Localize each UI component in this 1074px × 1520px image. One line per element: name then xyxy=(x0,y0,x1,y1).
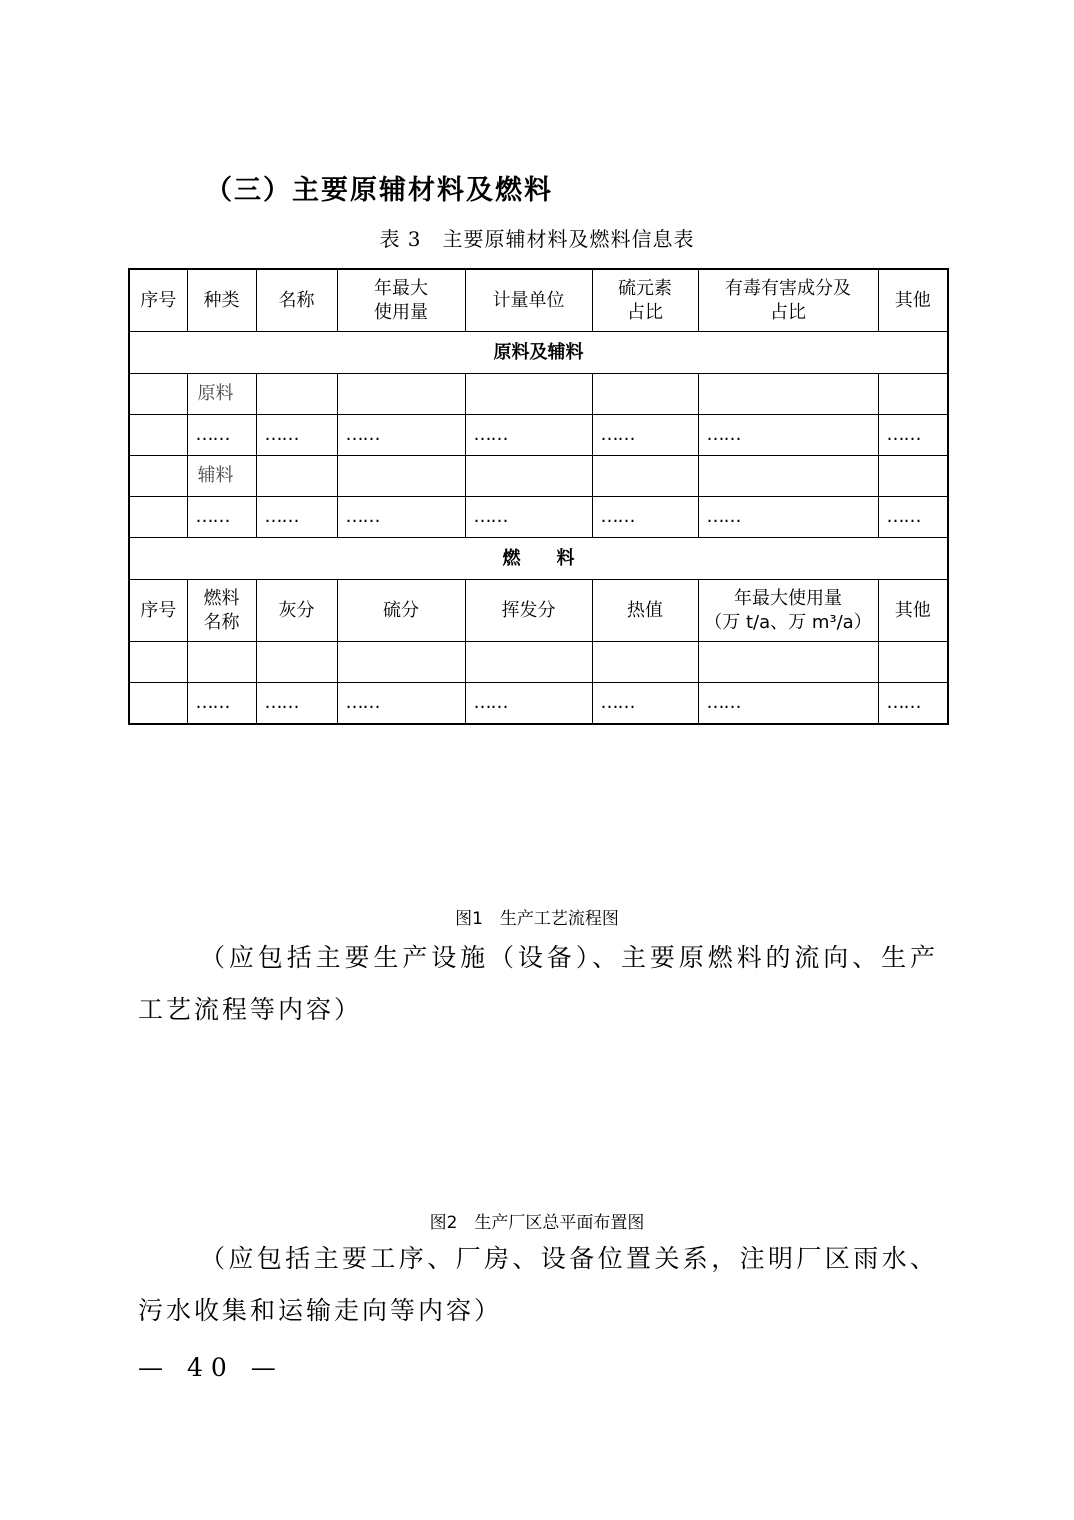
table-cell: 年最大使用量 （万 t/a、万 m³/a） xyxy=(698,580,878,642)
table-row xyxy=(129,374,948,415)
table-cell: …… xyxy=(878,683,948,725)
table-cell: …… xyxy=(337,415,465,456)
table-cell xyxy=(129,374,187,415)
table-cell xyxy=(337,642,465,683)
table-row xyxy=(129,497,948,538)
table-section-row xyxy=(129,332,948,374)
table-cell xyxy=(698,456,878,497)
table-cell: 硫元素 占比 xyxy=(592,269,698,332)
table-cell xyxy=(129,642,187,683)
figure1-note: （应包括主要生产设施（设备）、主要原燃料的流向、生产工艺流程等内容） xyxy=(138,943,938,1024)
table-cell: 硫分 xyxy=(337,580,465,642)
table-cell: …… xyxy=(592,497,698,538)
table-caption: 表 3 主要原辅材料及燃料信息表 xyxy=(379,227,695,251)
table-cell: …… xyxy=(592,415,698,456)
table-section-row xyxy=(129,538,948,580)
table-cell: 年最大 使用量 xyxy=(337,269,465,332)
table-cell: 其他 xyxy=(878,269,948,332)
table-row xyxy=(129,456,948,497)
materials-fuel-table xyxy=(128,268,949,725)
table-cell: …… xyxy=(878,497,948,538)
table-cell xyxy=(878,374,948,415)
section-materials-label: 原料及辅料 xyxy=(129,332,948,374)
table-cell: 灰分 xyxy=(256,580,337,642)
table-cell: 热值 xyxy=(592,580,698,642)
table-cell: …… xyxy=(256,683,337,725)
table-cell: 序号 xyxy=(129,269,187,332)
table-cell: …… xyxy=(592,683,698,725)
table-cell xyxy=(256,642,337,683)
table-cell: …… xyxy=(187,415,256,456)
figure2-note: （应包括主要工序、厂房、设备位置关系，注明厂区雨水、污水收集和运输走向等内容） xyxy=(138,1244,938,1325)
table-cell: …… xyxy=(698,415,878,456)
table-cell: 名称 xyxy=(256,269,337,332)
table-cell: …… xyxy=(465,415,592,456)
figure1-caption: 图1 生产工艺流程图 xyxy=(455,909,619,929)
table-cell: 燃料 名称 xyxy=(187,580,256,642)
table-cell xyxy=(129,683,187,725)
table-fuel-header-row xyxy=(129,580,948,642)
table-cell: 种类 xyxy=(187,269,256,332)
table-cell: 原料 xyxy=(187,374,256,415)
table-cell: …… xyxy=(465,683,592,725)
table-cell: …… xyxy=(878,415,948,456)
table-cell: …… xyxy=(337,683,465,725)
table-cell: 计量单位 xyxy=(465,269,592,332)
table-cell xyxy=(592,456,698,497)
table-cell: 辅料 xyxy=(187,456,256,497)
table-cell xyxy=(592,642,698,683)
table-cell xyxy=(698,642,878,683)
section-heading: （三）主要原辅材料及燃料 xyxy=(205,175,553,206)
table-cell: …… xyxy=(187,683,256,725)
table-cell: 其他 xyxy=(878,580,948,642)
table-cell xyxy=(129,415,187,456)
table-cell: 挥发分 xyxy=(465,580,592,642)
table-cell xyxy=(337,456,465,497)
table-cell: …… xyxy=(698,497,878,538)
table-cell xyxy=(129,497,187,538)
table-cell: …… xyxy=(256,497,337,538)
table-cell xyxy=(337,374,465,415)
table-cell xyxy=(698,374,878,415)
table-cell xyxy=(256,456,337,497)
table-row xyxy=(129,683,948,725)
table-row xyxy=(129,415,948,456)
table-cell xyxy=(187,642,256,683)
table-cell: 序号 xyxy=(129,580,187,642)
table-cell: …… xyxy=(337,497,465,538)
section-fuel-label: 燃 料 xyxy=(129,538,948,580)
table-row xyxy=(129,642,948,683)
table-cell: 有毒有害成分及 占比 xyxy=(698,269,878,332)
table-cell xyxy=(878,456,948,497)
table-cell xyxy=(878,642,948,683)
figure2-caption: 图2 生产厂区总平面布置图 xyxy=(429,1213,645,1233)
table-cell: …… xyxy=(187,497,256,538)
table-cell xyxy=(592,374,698,415)
table-cell: …… xyxy=(256,415,337,456)
table-header-row xyxy=(129,269,948,332)
page-number: — 40 — xyxy=(138,1353,284,1382)
table-cell xyxy=(465,456,592,497)
table-cell: …… xyxy=(465,497,592,538)
table-cell xyxy=(465,374,592,415)
table-cell xyxy=(256,374,337,415)
table-cell xyxy=(465,642,592,683)
table-cell xyxy=(129,456,187,497)
table-cell: …… xyxy=(698,683,878,725)
